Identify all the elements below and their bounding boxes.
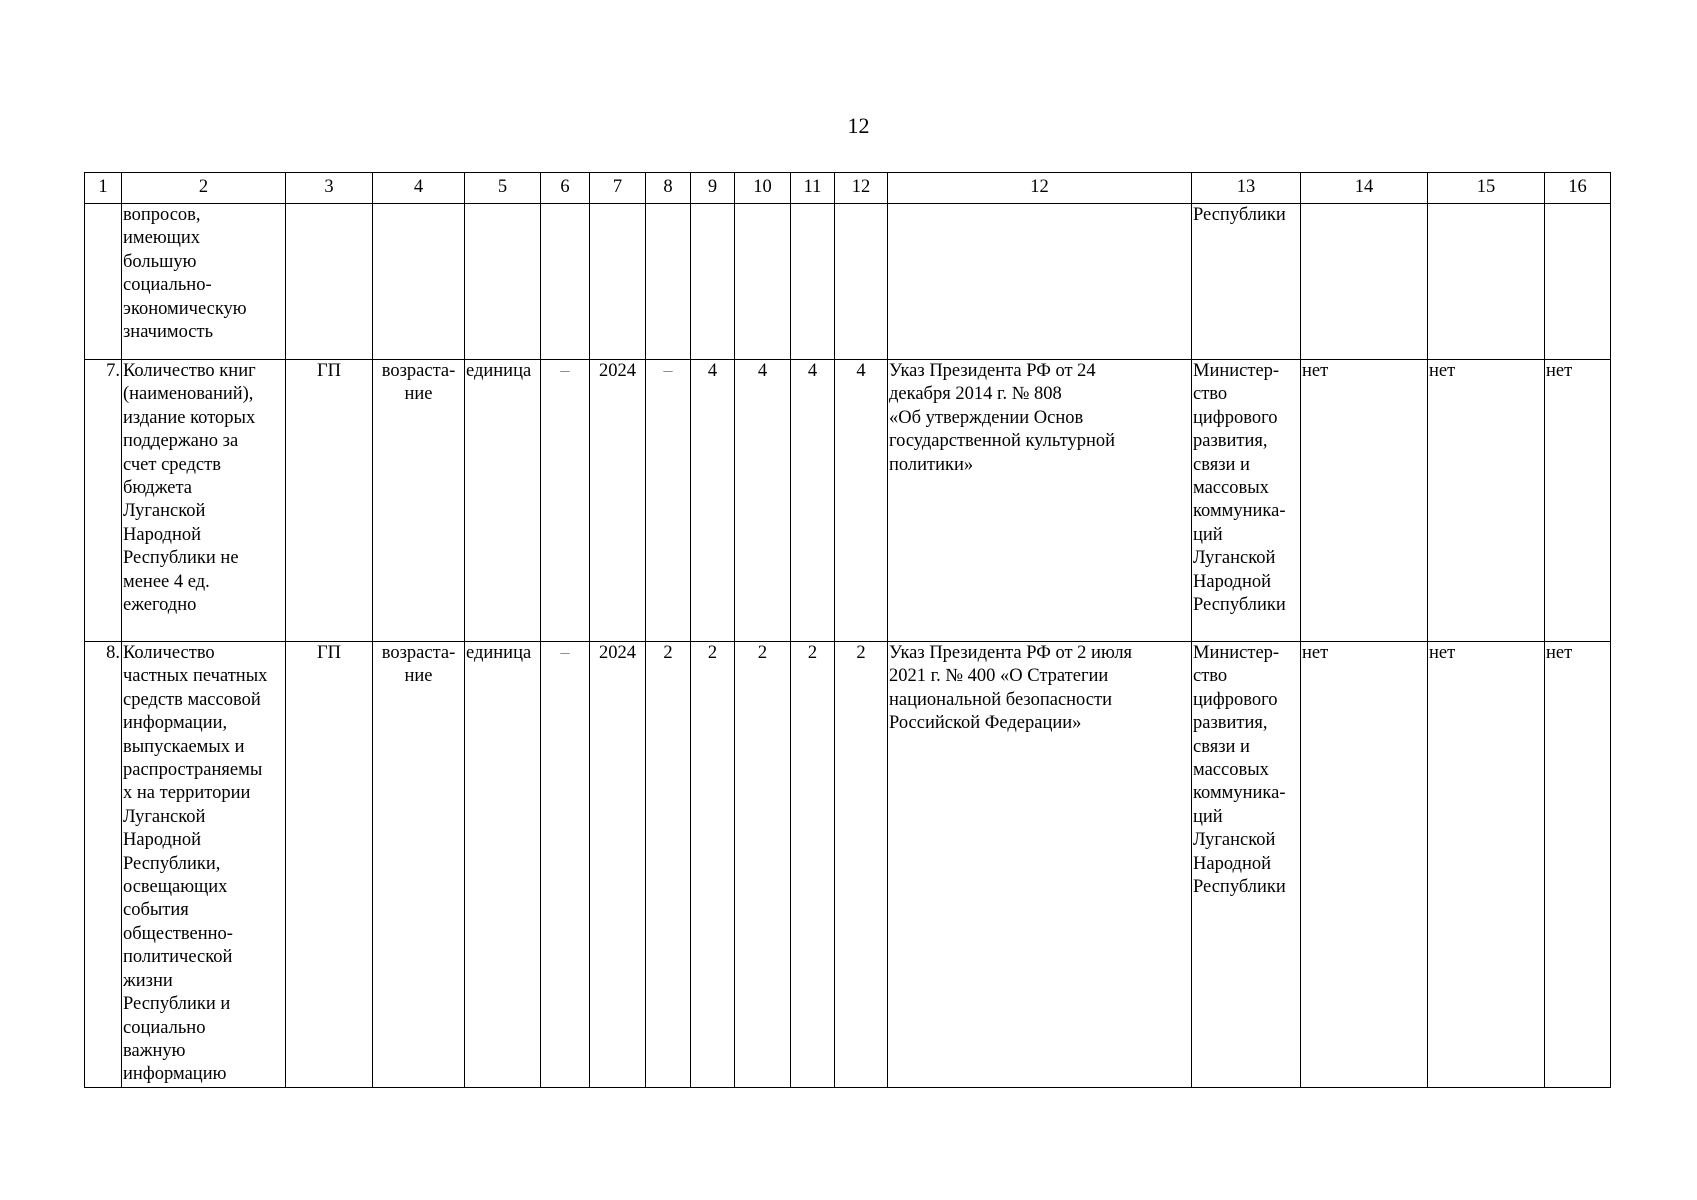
indicator-direction: возраста- ние (373, 360, 465, 642)
cell-8: – (646, 360, 691, 642)
cell-10: 2 (735, 642, 791, 1088)
row-number: 7. (85, 360, 122, 642)
cell-16: нет (1545, 642, 1611, 1088)
column-number: 4 (373, 173, 465, 204)
indicators-table (84, 172, 1611, 1088)
indicator-unit (465, 204, 541, 360)
legal-basis: Указ Президента РФ от 2 июля 2021 г. № 400 «О Стратегии национальной безопасности Российской Федерации» (888, 642, 1192, 1088)
indicator-name: Количество частных печатных средств массовой информации, выпускаемых и распространяемы х на территории Луганской Народной Республики, освещающих события общественно- политической жизни Республики и социально важную информацию (122, 642, 286, 1088)
column-number: 9 (691, 173, 735, 204)
column-number: 10 (735, 173, 791, 204)
column-number: 12 (888, 173, 1192, 204)
cell-9: 4 (691, 360, 735, 642)
column-number: 5 (465, 173, 541, 204)
column-number: 14 (1301, 173, 1428, 204)
cell-7 (590, 204, 646, 360)
indicator-direction (373, 204, 465, 360)
cell-8 (646, 204, 691, 360)
cell-11 (791, 204, 835, 360)
cell-16: нет (1545, 360, 1611, 642)
indicator-direction: возраста- ние (373, 642, 465, 1088)
column-number: 6 (541, 173, 590, 204)
row-number: 8. (85, 642, 122, 1088)
page-number: 12 (847, 113, 870, 138)
responsible-body: Министер- ство цифрового развития, связи и массовых коммуника- ций Луганской Народной Республики (1192, 360, 1301, 642)
column-number: 2 (122, 173, 286, 204)
cell-6: – (541, 360, 590, 642)
cell-8: 2 (646, 642, 691, 1088)
indicator-name: Количество книг (наименований), издание которых поддержано за счет средств бюджета Луганской Народной Республики не менее 4 ед. ежегодно (122, 360, 286, 642)
cell-15 (1428, 204, 1545, 360)
indicator-level: ГП (286, 642, 373, 1088)
cell-12: 4 (835, 360, 888, 642)
cell-12 (835, 204, 888, 360)
cell-6: – (541, 642, 590, 1088)
column-number: 16 (1545, 173, 1611, 204)
cell-14: нет (1301, 360, 1428, 642)
cell-16 (1545, 204, 1611, 360)
cell-9 (691, 204, 735, 360)
column-number: 1 (85, 173, 122, 204)
cell-11: 2 (791, 642, 835, 1088)
cell-15: нет (1428, 360, 1545, 642)
indicator-unit: единица (465, 360, 541, 642)
responsible-body: Министер- ство цифрового развития, связи и массовых коммуника- ций Луганской Народной Республики (1192, 642, 1301, 1088)
cell-10: 4 (735, 360, 791, 642)
cell-14 (1301, 204, 1428, 360)
cell-12: 2 (835, 642, 888, 1088)
cell-11: 4 (791, 360, 835, 642)
cell-15: нет (1428, 642, 1545, 1088)
column-number: 7 (590, 173, 646, 204)
indicator-unit: единица (465, 642, 541, 1088)
column-number: 12 (835, 173, 888, 204)
cell-7: 2024 (590, 642, 646, 1088)
indicator-name: вопросов, имеющих большую социально- экономическую значимость (122, 204, 286, 360)
responsible-body: Республики (1192, 204, 1301, 360)
cell-10 (735, 204, 791, 360)
table-row (85, 204, 1611, 360)
indicator-level (286, 204, 373, 360)
cell-6 (541, 204, 590, 360)
legal-basis (888, 204, 1192, 360)
table-row (85, 360, 1611, 642)
cell-14: нет (1301, 642, 1428, 1088)
row-number (85, 204, 122, 360)
column-number-row (85, 173, 1611, 204)
column-number: 13 (1192, 173, 1301, 204)
legal-basis: Указ Президента РФ от 24 декабря 2014 г. № 808 «Об утверждении Основ государственной культурной политики» (888, 360, 1192, 642)
cell-9: 2 (691, 642, 735, 1088)
column-number: 11 (791, 173, 835, 204)
column-number: 8 (646, 173, 691, 204)
column-number: 15 (1428, 173, 1545, 204)
column-number: 3 (286, 173, 373, 204)
indicator-level: ГП (286, 360, 373, 642)
table-row (85, 642, 1611, 1088)
cell-7: 2024 (590, 360, 646, 642)
